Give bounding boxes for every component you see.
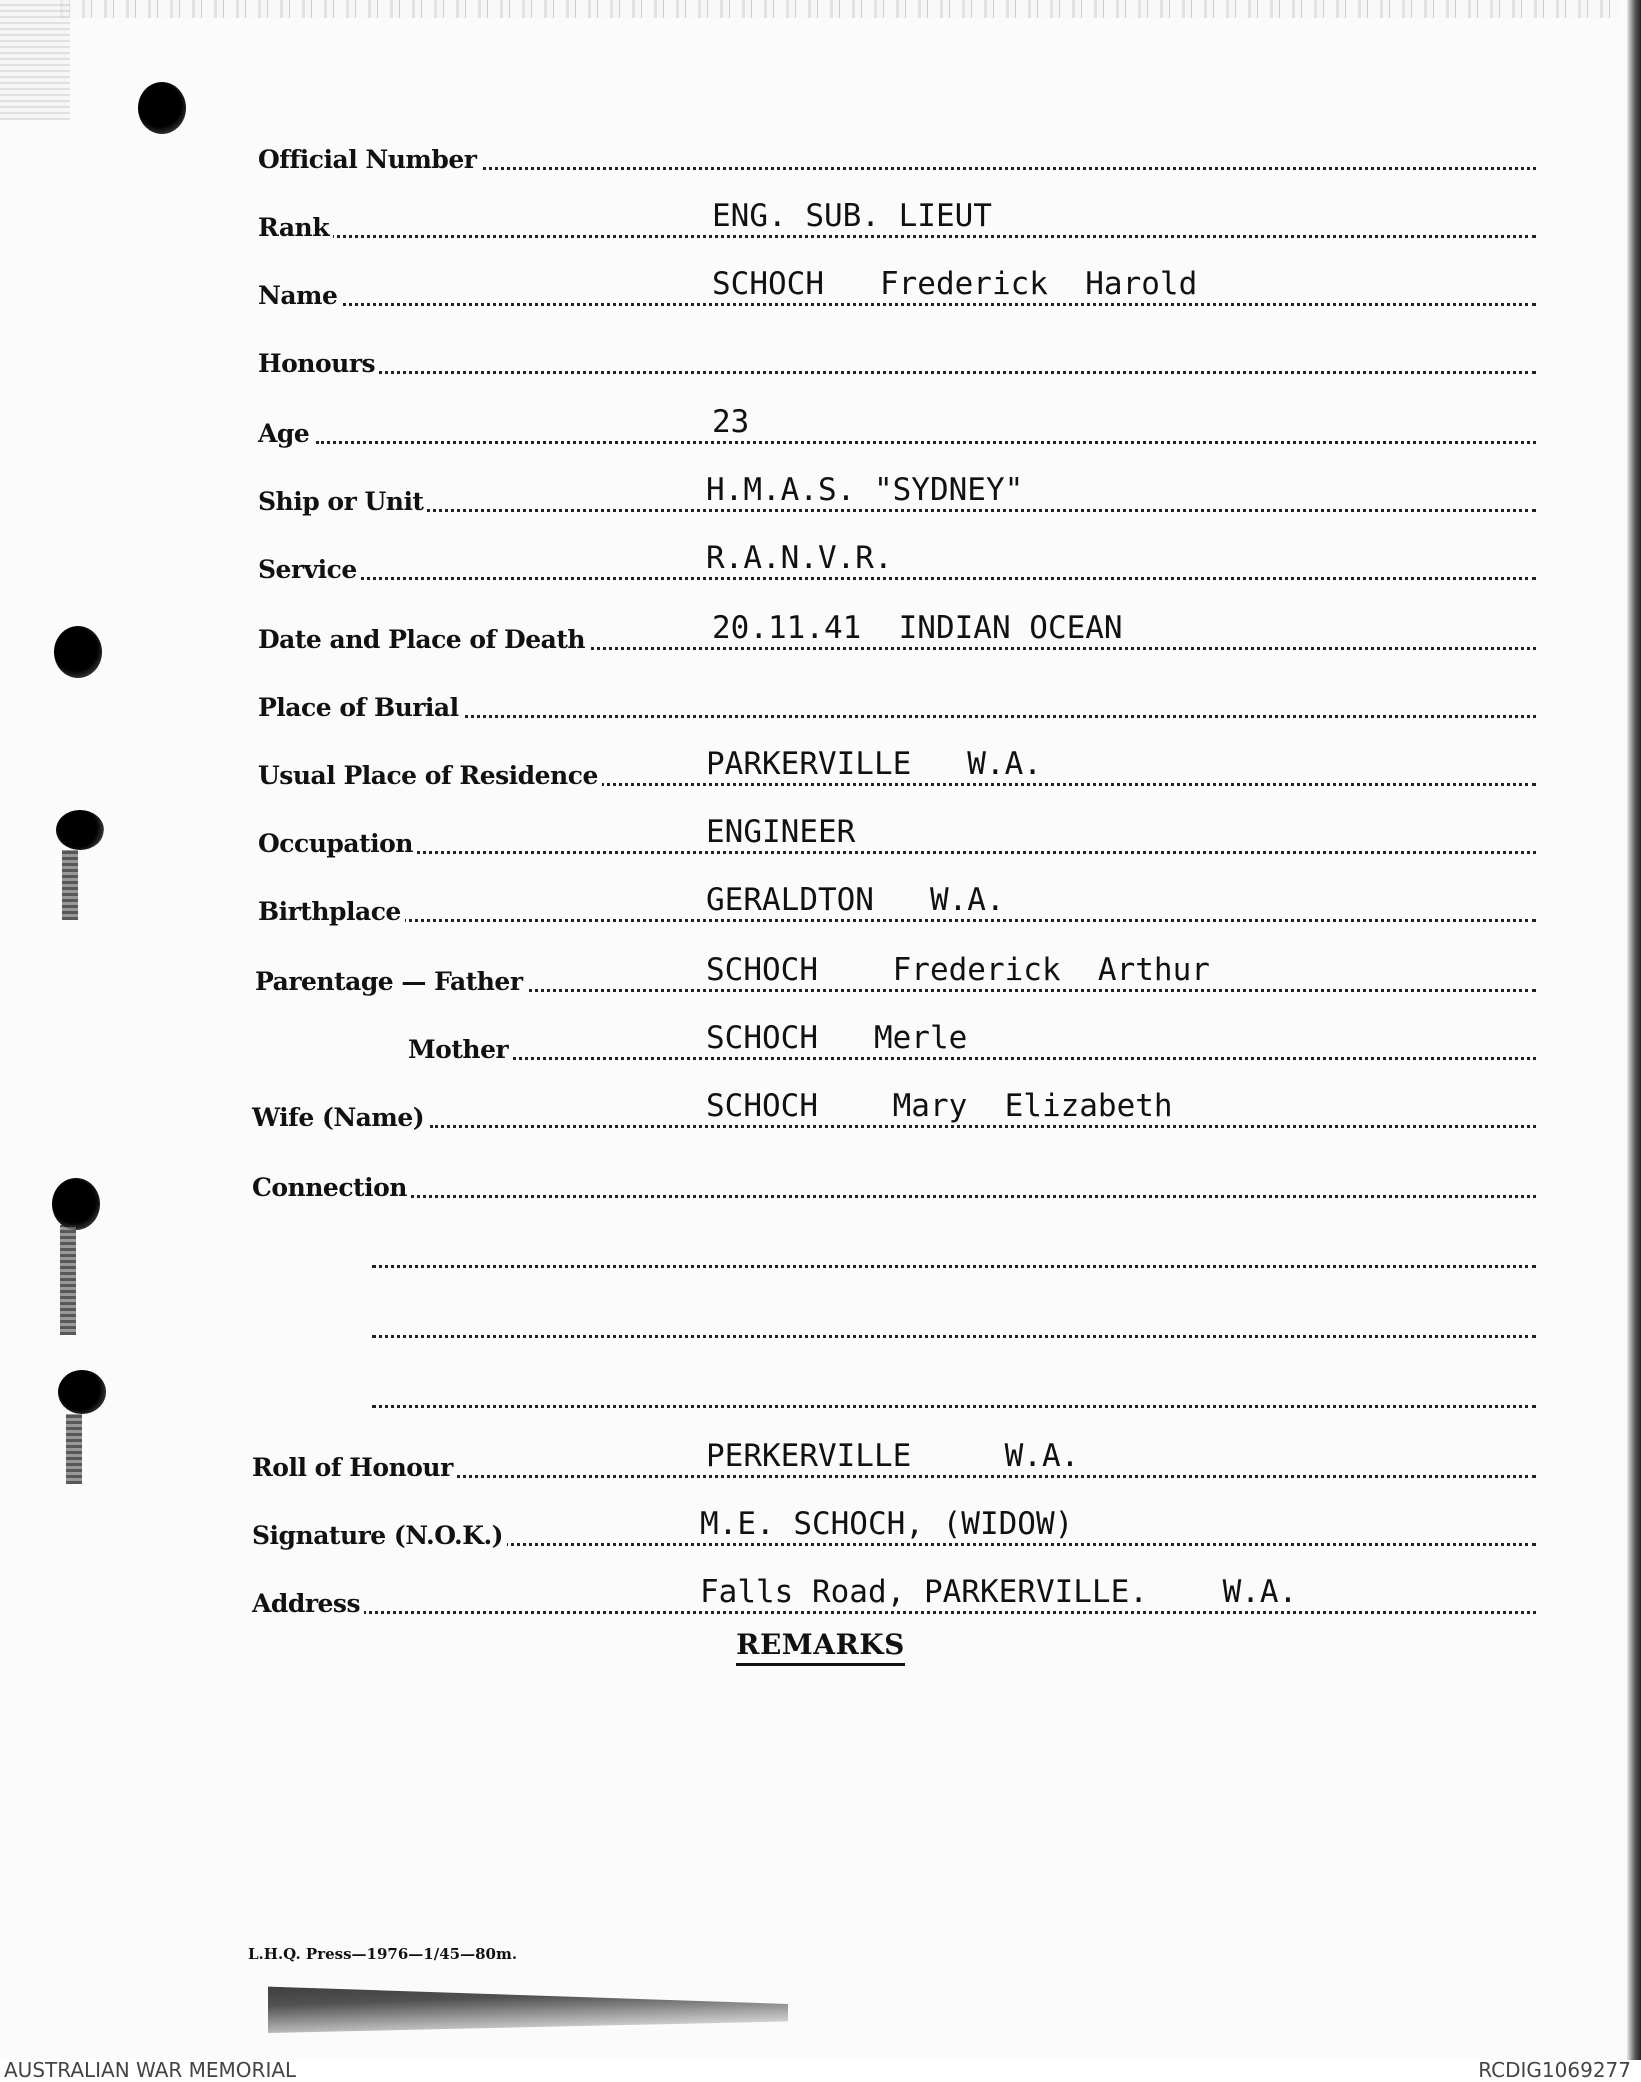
field-value: PERKERVILLE W.A.: [706, 1438, 1080, 1474]
dotted-rule: [498, 1543, 1536, 1546]
dotted-rule: [342, 577, 1536, 580]
dotted-rule: [430, 1125, 1536, 1128]
field-label: Age: [258, 419, 313, 448]
form-row: [0, 872, 1641, 932]
form-row: [0, 1078, 1641, 1138]
field-label: Connection: [252, 1173, 411, 1202]
dotted-rule: [374, 1195, 1536, 1198]
field-label: Service: [258, 555, 361, 584]
form-row: [0, 1428, 1641, 1488]
dotted-rule: [372, 371, 1536, 374]
field-label: Birthplace: [258, 897, 405, 926]
field-value: 23: [712, 404, 750, 440]
form-row: [0, 530, 1641, 590]
field-value: PARKERVILLE W.A.: [706, 746, 1042, 782]
dotted-rule: [386, 851, 1536, 854]
field-label: Ship or Unit: [258, 487, 427, 516]
form-row: [0, 736, 1641, 796]
field-label: Parentage — Father: [255, 967, 527, 996]
field-label: Wife (Name): [252, 1103, 428, 1132]
scan-noise-left: [0, 0, 70, 120]
field-label: Roll of Honour: [252, 1453, 457, 1482]
form-row: [0, 804, 1641, 864]
dotted-rule: [458, 715, 1536, 718]
dotted-rule: [334, 1611, 1536, 1614]
dotted-rule: [580, 647, 1536, 650]
ink-smudge: [268, 1975, 788, 2033]
form-row: [0, 394, 1641, 454]
dotted-rule: [576, 783, 1536, 786]
dotted-rule: [330, 235, 1536, 238]
dotted-rule: [492, 989, 1536, 992]
catalogue-id: RCDIG1069277: [1478, 2058, 1631, 2082]
field-label: Signature (N.O.K.): [252, 1521, 507, 1550]
dotted-rule: [330, 303, 1536, 306]
field-label: Name: [258, 281, 341, 310]
field-value: 20.11.41 INDIAN OCEAN: [712, 610, 1123, 646]
form-row: [0, 1148, 1641, 1208]
form-row: [0, 462, 1641, 522]
form-row: [0, 1496, 1641, 1556]
field-value: SCHOCH Frederick Arthur: [706, 952, 1210, 988]
form-row: [0, 324, 1641, 384]
dotted-rule: [372, 1335, 1536, 1338]
field-value: GERALDTON W.A.: [706, 882, 1005, 918]
form-row: [0, 1564, 1641, 1624]
field-value: R.A.N.V.R.: [706, 540, 893, 576]
dotted-rule: [372, 1405, 1536, 1408]
field-value: ENG. SUB. LIEUT: [712, 198, 992, 234]
printer-imprint: L.H.Q. Press—1976—1/45—80m.: [248, 1945, 518, 1963]
remarks-heading: REMARKS: [0, 1628, 1641, 1661]
form-row: [0, 942, 1641, 1002]
field-value: Falls Road, PARKERVILLE. W.A.: [700, 1574, 1298, 1610]
field-value: ENGINEER: [706, 814, 856, 850]
field-value: SCHOCH Mary Elizabeth: [706, 1088, 1173, 1124]
dotted-rule: [316, 441, 1536, 444]
scan-noise-top: [60, 0, 1620, 18]
form-row: [0, 120, 1641, 180]
field-label: Official Number: [258, 145, 480, 174]
field-label: Rank: [258, 213, 333, 242]
dotted-rule: [408, 509, 1536, 512]
form-row: [0, 1010, 1641, 1070]
field-label: Usual Place of Residence: [258, 761, 602, 790]
archive-footer: [0, 2060, 1641, 2082]
dotted-rule: [432, 1475, 1536, 1478]
form-row: [0, 1358, 1641, 1418]
form-row: [0, 668, 1641, 728]
form-row: [0, 1288, 1641, 1348]
dotted-rule: [496, 1057, 1536, 1060]
field-label: Place of Burial: [258, 693, 463, 722]
form-row: [0, 600, 1641, 660]
form-row: [0, 188, 1641, 248]
field-label: Date and Place of Death: [258, 625, 589, 654]
field-value: SCHOCH Merle: [706, 1020, 968, 1056]
archive-name: AUSTRALIAN WAR MEMORIAL: [4, 2058, 297, 2082]
dotted-rule: [372, 919, 1536, 922]
dotted-rule: [372, 1265, 1536, 1268]
field-value: M.E. SCHOCH, (WIDOW): [700, 1506, 1074, 1542]
field-label: Occupation: [258, 829, 417, 858]
field-value: SCHOCH Frederick Harold: [712, 266, 1198, 302]
field-label: Address: [252, 1589, 364, 1618]
field-label: Mother: [408, 1035, 512, 1064]
dotted-rule: [458, 167, 1536, 170]
field-label: Honours: [258, 349, 379, 378]
form-row: [0, 1218, 1641, 1278]
field-value: H.M.A.S. "SYDNEY": [706, 472, 1024, 508]
form-row: [0, 256, 1641, 316]
